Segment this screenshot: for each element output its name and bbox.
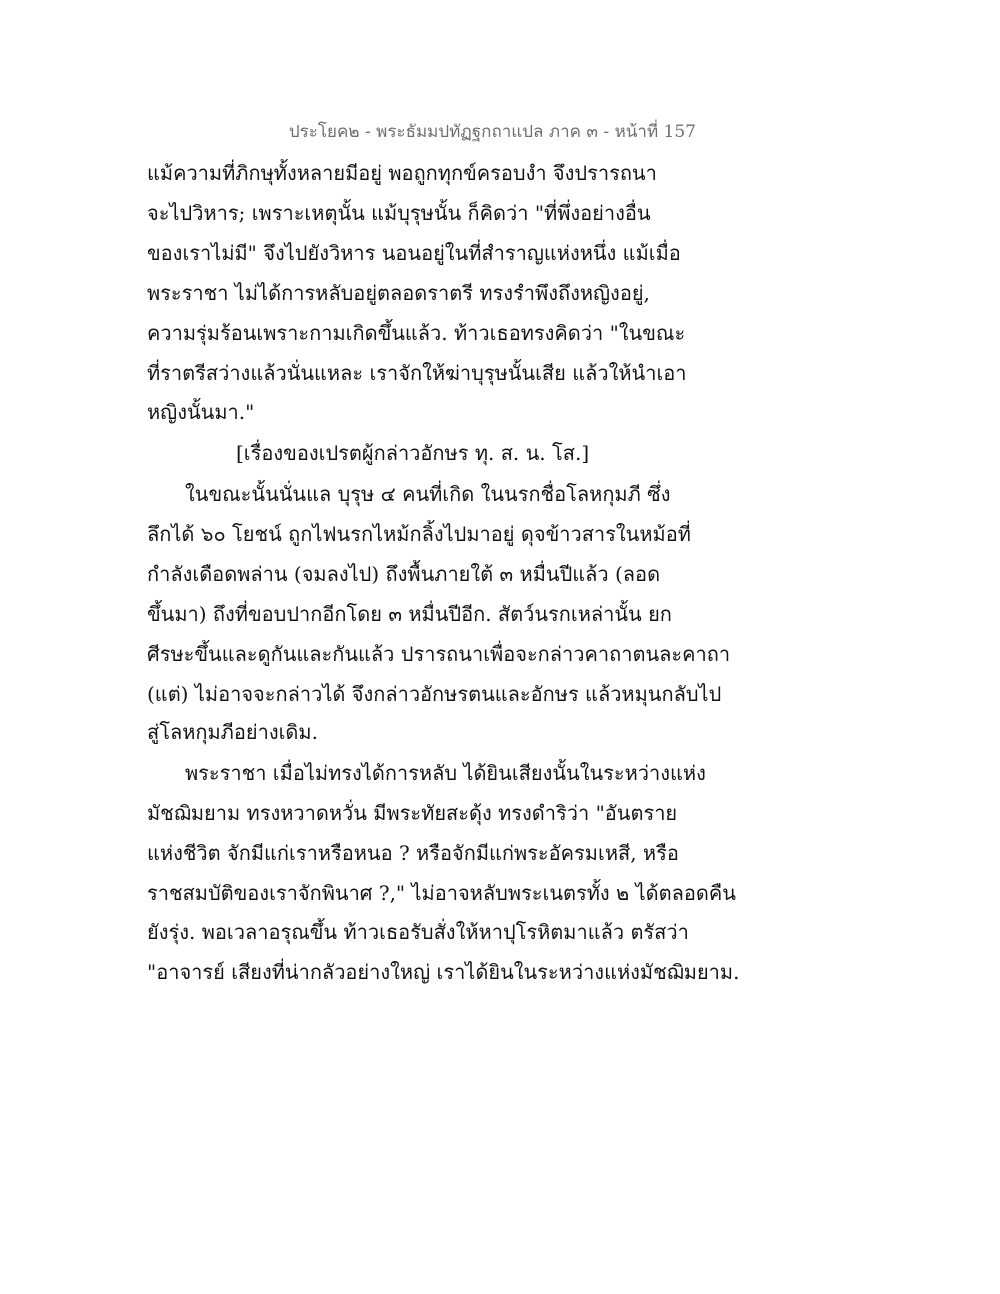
text-line: จะไปวิหาร; เพราะเหตุนั้น แม้บุรุษนั้น ก็คิดว่า "ที่พึ่งอย่างอื่น (147, 201, 651, 225)
text-line: แห่งชีวิต จักมีแก่เราหรือหนอ ? หรือจักมีแก่พระอัครมเหสี, หรือ (147, 841, 679, 865)
text-line: กำลังเดือดพล่าน (จมลงไป) ถึงพื้นภายใต้ ๓ หมื่นปีแล้ว (ลอด (147, 562, 661, 586)
running-header: ประโยค๒ - พระธัมมปทัฏฐกถาแปล ภาค ๓ - หน้าที่ 157 (288, 122, 696, 142)
text-line: (แต่) ไม่อาจจะกล่าวได้ จึงกล่าวอักษรตนและอักษร แล้วหมุนกลับไป (147, 682, 722, 706)
text-line: ราชสมบัติของเราจักพินาศ ?," ไม่อาจหลับพระเนตรทั้ง ๒ ได้ตลอดคืน (147, 881, 736, 905)
text-line: ที่ราตรีสว่างแล้วนั่นแหละ เราจักให้ฆ่าบุรุษนั้นเสีย แล้วให้นำเอา (147, 361, 687, 385)
text-line: "อาจารย์ เสียงที่น่ากลัวอย่างใหญ่ เราได้ยินในระหว่างแห่งมัชฌิมยาม. (147, 960, 740, 984)
paragraph-first-line: พระราชา เมื่อไม่ทรงได้การหลับ ได้ยินเสียงนั้นในระหว่างแห่ง (185, 761, 706, 785)
text-line: สู่โลหกุมภีอย่างเดิม. (147, 720, 318, 744)
text-line: มัชฌิมยาม ทรงหวาดหวั่น มีพระทัยสะดุ้ง ทรงดำริว่า "อันตราย (147, 801, 678, 825)
section-heading: [เรื่องของเปรตผู้กล่าวอักษร ทุ. ส. น. โส.] (236, 441, 590, 465)
text-line: พระราชา ไม่ได้การหลับอยู่ตลอดราตรี ทรงรำพึงถึงหญิงอยู่, (147, 281, 650, 305)
text-line: ยังรุ่ง. พอเวลาอรุณขึ้น ท้าวเธอรับสั่งให้หาปุโรหิตมาแล้ว ตรัสว่า (147, 920, 689, 944)
text-line: ลึกได้ ๖๐ โยชน์ ถูกไฟนรกไหม้กลิ้งไปมาอยู่ ดุจข้าวสารในหม้อที่ (147, 522, 691, 546)
text-line: ศีรษะขึ้นและดูกันและกันแล้ว ปรารถนาเพื่อจะกล่าวคาถาตนละคาถา (147, 642, 731, 666)
text-line: ของเราไม่มี" จึงไปยังวิหาร นอนอยู่ในที่สำราญแห่งหนึ่ง แม้เมื่อ (147, 241, 681, 265)
text-line: แม้ความที่ภิกษุทั้งหลายมีอยู่ พอถูกทุกข์ครอบงำ จึงปรารถนา (147, 161, 657, 185)
text-line: ความรุ่มร้อนเพราะกามเกิดขึ้นแล้ว. ท้าวเธอทรงคิดว่า "ในขณะ (147, 321, 686, 345)
paragraph-first-line: ในขณะนั้นนั่นแล บุรุษ ๔ คนที่เกิด ในนรกชื่อโลหกุมภี ซึ่ง (185, 482, 671, 506)
text-line: ขึ้นมา) ถึงที่ขอบปากอีกโดย ๓ หมื่นปีอีก. สัตว์นรกเหล่านั้น ยก (147, 602, 672, 626)
text-line: หญิงนั้นมา." (147, 400, 255, 424)
